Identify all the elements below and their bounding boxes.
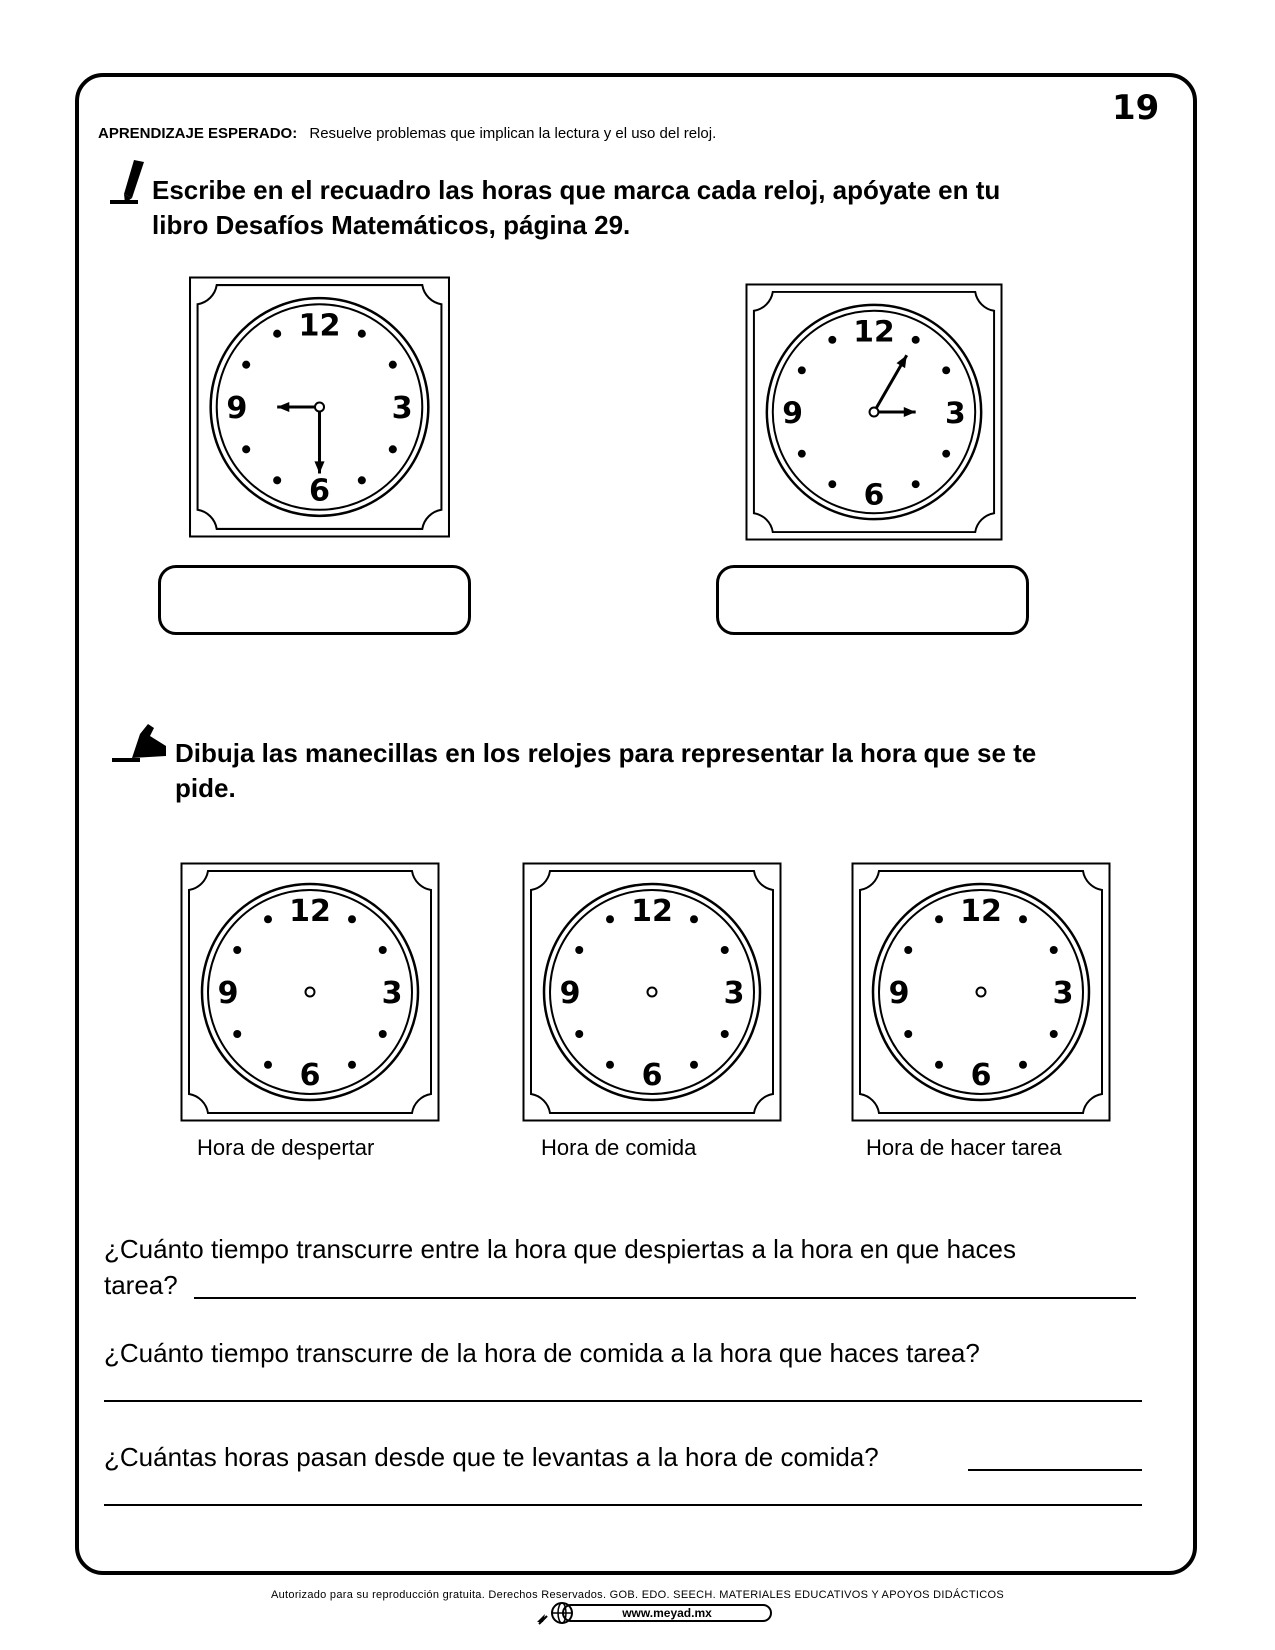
answer-line[interactable]	[194, 1297, 1136, 1299]
hour-dot	[1050, 1030, 1058, 1038]
hour-dot	[798, 450, 806, 458]
clock-face	[522, 862, 782, 1122]
objective-text: Resuelve problemas que implican la lectura y el uso del reloj.	[309, 125, 717, 142]
clock-label-lunch: Hora de comida	[541, 1135, 697, 1160]
hour-dot	[233, 946, 241, 954]
clock-number-12: 12	[298, 308, 341, 344]
pencil-icon	[108, 158, 152, 206]
hour-dot	[721, 946, 729, 954]
clock-number-12: 12	[289, 894, 331, 929]
clock-number-3: 3	[381, 976, 403, 1011]
hour-dot	[348, 1061, 356, 1069]
clock-label-homework: Hora de hacer tarea	[866, 1135, 1062, 1160]
learning-objective	[98, 125, 716, 142]
hour-dot	[606, 915, 614, 923]
hour-dot	[273, 330, 281, 338]
clock-number-3: 3	[723, 976, 745, 1011]
hour-dot	[1019, 915, 1027, 923]
page-number: 19	[1112, 88, 1160, 128]
clock-center	[648, 988, 657, 997]
clock-number-9: 9	[782, 395, 803, 431]
hour-dot	[935, 915, 943, 923]
hour-dot	[575, 946, 583, 954]
time-answer-box[interactable]	[716, 565, 1029, 635]
hour-dot	[935, 1061, 943, 1069]
hour-dot	[242, 445, 250, 453]
answer-line[interactable]	[104, 1504, 1142, 1506]
objective-label: APRENDIZAJE ESPERADO:	[98, 125, 298, 142]
clock-number-3: 3	[391, 391, 413, 427]
hour-dot	[904, 1030, 912, 1038]
question-3: ¿Cuántas horas pasan desde que te levantas a la hora de comida?	[104, 1442, 879, 1472]
clock-face	[851, 862, 1111, 1122]
hour-dot	[721, 1030, 729, 1038]
clock-4[interactable]	[522, 862, 782, 1122]
exercise2-line2: pide.	[175, 773, 236, 803]
hour-dot	[242, 361, 250, 369]
clock-number-12: 12	[853, 314, 895, 350]
clock-number-6: 6	[299, 1058, 321, 1093]
clock-center	[306, 988, 315, 997]
clock-center	[870, 408, 879, 417]
clock-number-3: 3	[945, 395, 966, 431]
clock-number-9: 9	[226, 391, 248, 427]
clock-center	[977, 988, 986, 997]
question-1	[104, 1231, 1016, 1303]
clock-face	[745, 282, 1003, 542]
hour-dot	[690, 915, 698, 923]
exercise2-instruction	[175, 736, 1036, 806]
hour-dot	[606, 1061, 614, 1069]
hour-dot	[912, 480, 920, 488]
clock-center	[315, 402, 324, 411]
clock-number-9: 9	[217, 976, 239, 1011]
clock-number-6: 6	[641, 1058, 663, 1093]
hour-dot	[828, 480, 836, 488]
hour-dot	[264, 915, 272, 923]
clock-3[interactable]	[180, 862, 440, 1122]
hour-dot	[389, 361, 397, 369]
website-link[interactable]: www.meyad.mx	[562, 1604, 772, 1622]
clock-5[interactable]	[851, 862, 1111, 1122]
clock-number-3: 3	[1052, 976, 1074, 1011]
clock-number-9: 9	[888, 976, 910, 1011]
hour-dot	[233, 1030, 241, 1038]
hour-dot	[358, 330, 366, 338]
exercise1-line2: libro Desafíos Matemáticos, página 29.	[152, 210, 631, 240]
hour-dot	[379, 946, 387, 954]
exercise1-instruction	[152, 173, 1000, 243]
hour-dot	[389, 445, 397, 453]
hour-dot	[942, 366, 950, 374]
hour-dot	[912, 336, 920, 344]
clock-face	[180, 862, 440, 1122]
hour-dot	[904, 946, 912, 954]
clock-number-6: 6	[970, 1058, 992, 1093]
footer-text: Autorizado para su reproducción gratuita. Derechos Reservados. GOB. EDO. SEECH. MATERIALES EDUCATIVOS Y APOYOS DIDÁCTICOS	[270, 1589, 1005, 1601]
hour-dot	[575, 1030, 583, 1038]
clock-number-12: 12	[960, 894, 1002, 929]
clock-number-6: 6	[308, 473, 331, 509]
question-2: ¿Cuánto tiempo transcurre de la hora de comida a la hora que haces tarea?	[104, 1338, 980, 1368]
hour-dot	[379, 1030, 387, 1038]
time-answer-box[interactable]	[158, 565, 471, 635]
clock-1	[188, 276, 451, 538]
question-1-line1: ¿Cuánto tiempo transcurre entre la hora que despiertas a la hora en que haces	[104, 1234, 1016, 1264]
hour-dot	[1019, 1061, 1027, 1069]
answer-line[interactable]	[104, 1400, 1142, 1402]
hand-writing-icon	[110, 720, 172, 764]
exercise2-line1: Dibuja las manecillas en los relojes para representar la hora que se te	[175, 738, 1037, 768]
clock-number-12: 12	[631, 894, 673, 929]
hour-dot	[798, 366, 806, 374]
hour-dot	[348, 915, 356, 923]
hour-dot	[264, 1061, 272, 1069]
exercise1-line1: Escribe en el recuadro las horas que marca cada reloj, apóyate en tu	[152, 175, 1001, 205]
hour-dot	[1050, 946, 1058, 954]
hour-dot	[273, 476, 281, 484]
hour-dot	[690, 1061, 698, 1069]
hour-dot	[358, 476, 366, 484]
clock-face	[188, 276, 451, 538]
answer-line[interactable]	[968, 1469, 1142, 1471]
clock-2	[745, 282, 1003, 542]
clock-number-9: 9	[559, 976, 581, 1011]
clock-number-6: 6	[863, 477, 885, 513]
hour-dot	[828, 336, 836, 344]
clock-label-wake: Hora de despertar	[197, 1135, 375, 1160]
hour-dot	[942, 450, 950, 458]
question-1-line2: tarea?	[104, 1270, 178, 1300]
